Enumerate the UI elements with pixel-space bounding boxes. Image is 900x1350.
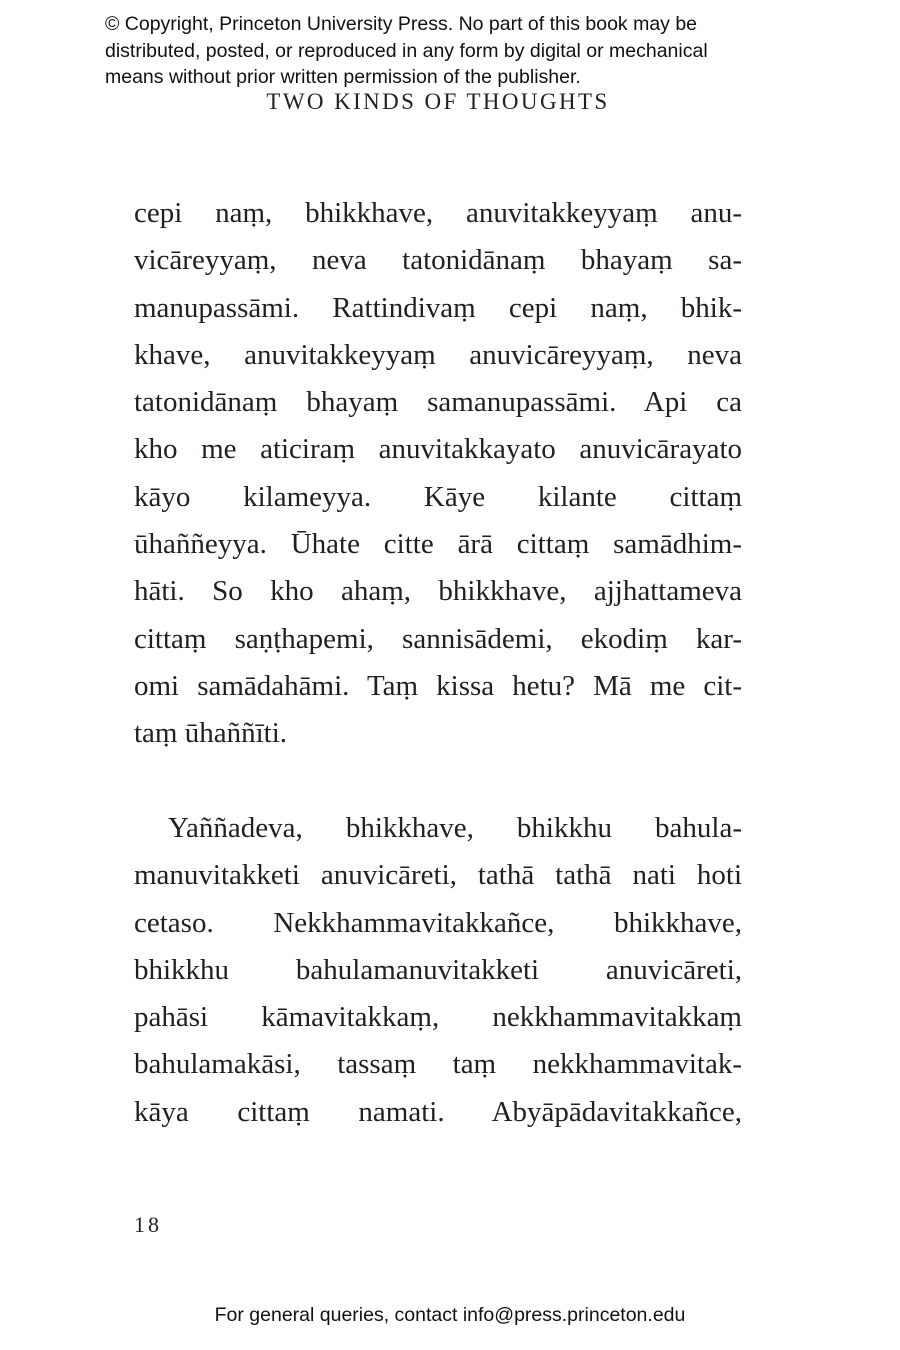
text-line: hāti. So kho ahaṃ, bhikkhave, ajjhattameva	[134, 575, 742, 608]
text-line: cetaso. Nekkhammavitakkañce, bhikkhave,	[134, 906, 742, 939]
text-line: kho me aticiraṃ anuvitakkayato anuvicārayato	[134, 433, 742, 466]
contact-note: For general queries, contact info@press.princeton.edu	[214, 1304, 686, 1326]
text-line: vicāreyyaṃ, neva tatonidānaṃ bhayaṃ sa-	[134, 244, 742, 277]
text-line: bhikkhu bahulamanuvitakketi anuvicāreti,	[134, 953, 742, 986]
copyright-line: means without prior written permission of the publisher.	[105, 66, 581, 88]
text-line: ūhaññeyya. Ūhate citte ārā cittaṃ samādhim-	[134, 528, 742, 561]
text-line: kāyo kilameyya. Kāye kilante cittaṃ	[134, 480, 742, 513]
text-line: Yaññadeva, bhikkhave, bhikkhu bahula-	[168, 812, 742, 844]
copyright-line: © Copyright, Princeton University Press. No part of this book may be	[105, 13, 698, 35]
body-paragraph-2	[134, 805, 742, 1136]
text-line: cittaṃ saṇṭhapemi, sannisādemi, ekodiṃ kar-	[134, 622, 742, 655]
text-line: taṃ ūhaññīti.	[134, 717, 288, 750]
text-line: manupassāmi. Rattindivaṃ cepi naṃ, bhik-	[134, 291, 742, 324]
copyright-notice	[105, 11, 865, 91]
text-line: pahāsi kāmavitakkaṃ, nekkhammavitakkaṃ	[134, 1001, 742, 1034]
text-line: cepi naṃ, bhikkhave, anuvitakkeyyaṃ anu-	[134, 197, 742, 229]
body-paragraph-1	[134, 190, 742, 758]
copyright-line: distributed, posted, or reproduced in any form by digital or mechanical	[105, 39, 708, 62]
text-line: manuvitakketi anuvicāreti, tathā tathā nati hoti	[134, 859, 742, 892]
page-number: 18	[134, 1212, 162, 1237]
text-line: kāya cittaṃ namati. Abyāpādavitakkañce,	[134, 1095, 742, 1128]
text-line: khave, anuvitakkeyyaṃ anuvicāreyyaṃ, neva	[134, 338, 742, 371]
running-head: TWO KINDS OF THOUGHTS	[266, 89, 610, 114]
text-line: omi samādahāmi. Taṃ kissa hetu? Mā me cit-	[134, 669, 742, 702]
text-line: tatonidānaṃ bhayaṃ samanupassāmi. Api ca	[134, 386, 742, 419]
text-line: bahulamakāsi, tassaṃ taṃ nekkhammavitak-	[134, 1048, 742, 1081]
